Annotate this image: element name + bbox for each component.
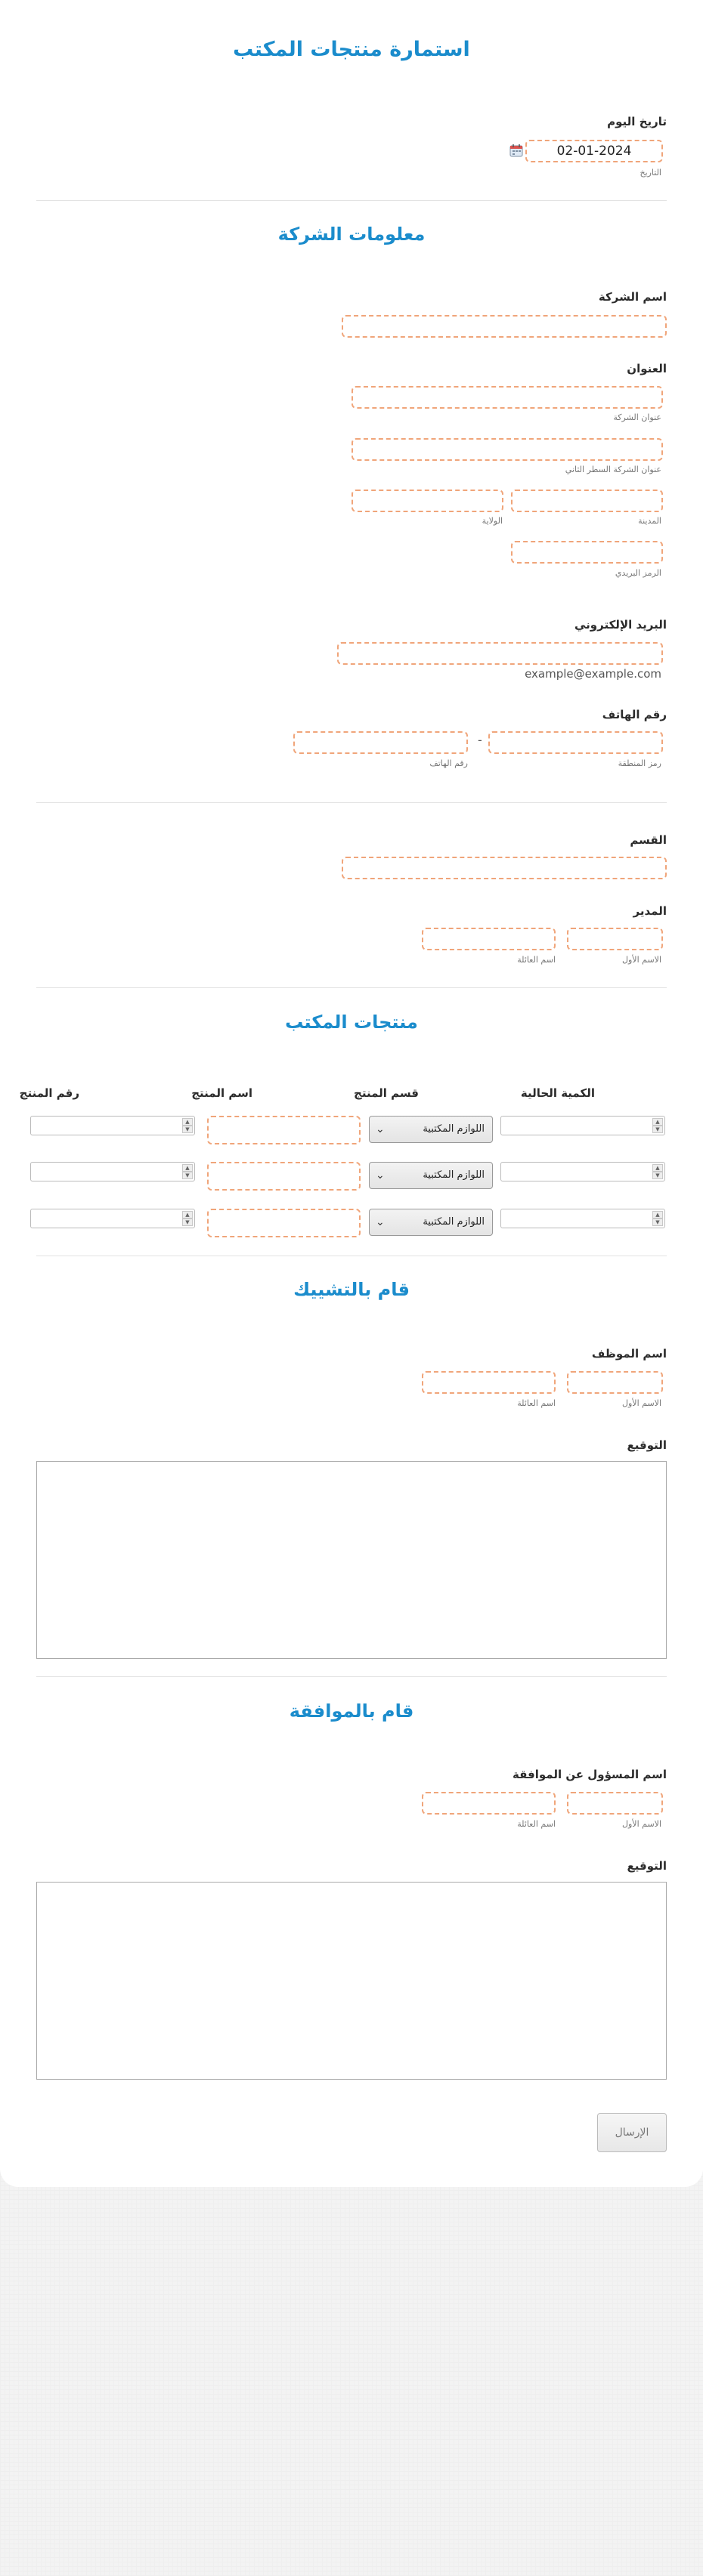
form-title: استمارة منتجات المكتب xyxy=(233,38,470,61)
department-label: القسم xyxy=(630,833,667,847)
current-quantity-input[interactable] xyxy=(500,1116,665,1135)
spinner-arrows-icon[interactable]: ▲ ▼ xyxy=(652,1118,663,1133)
state-input[interactable] xyxy=(352,490,503,512)
product-name-input[interactable] xyxy=(207,1209,361,1237)
address-line2-sublabel: عنوان الشركة السطر الثاني xyxy=(565,465,661,474)
zip-input[interactable] xyxy=(511,541,663,564)
email-label: البريد الإلكتروني xyxy=(574,618,667,632)
product-name-input[interactable] xyxy=(207,1162,361,1191)
manager-label: المدير xyxy=(633,904,667,918)
column-header-product-name: اسم المنتج xyxy=(191,1086,252,1100)
product-name-input[interactable] xyxy=(207,1116,361,1144)
company-name-input[interactable] xyxy=(342,315,667,338)
state-sublabel: الولاية xyxy=(482,516,503,526)
today-date-sublabel: التاريخ xyxy=(640,168,661,178)
approver-last-name-sublabel: اسم العائلة xyxy=(517,1819,556,1829)
spinner-arrows-icon[interactable]: ▲ ▼ xyxy=(182,1211,193,1226)
product-category-value: اللوازم المكتبية xyxy=(423,1169,485,1181)
divider xyxy=(36,1676,667,1677)
area-code-input[interactable] xyxy=(488,731,663,754)
today-date-label: تاريخ اليوم xyxy=(607,115,667,128)
column-header-product-number: رقم المنتج xyxy=(19,1086,79,1100)
product-category-select[interactable] xyxy=(369,1116,493,1143)
employee-last-name-sublabel: اسم العائلة xyxy=(517,1398,556,1408)
checked-signature-label: التوقيع xyxy=(627,1438,667,1452)
phone-separator: - xyxy=(478,733,482,747)
submit-button[interactable]: الإرسال xyxy=(597,2113,667,2152)
approver-first-name-sublabel: الاسم الأول xyxy=(622,1819,661,1829)
approver-first-name-input[interactable] xyxy=(567,1792,663,1815)
city-input[interactable] xyxy=(511,490,663,512)
product-number-input[interactable] xyxy=(30,1116,195,1135)
page-background xyxy=(0,2161,703,2576)
spinner-arrows-icon[interactable]: ▲ ▼ xyxy=(182,1164,193,1179)
approver-name-label: اسم المسؤول عن الموافقة xyxy=(513,1768,667,1781)
zip-sublabel: الرمز البريدي xyxy=(615,568,661,578)
approved-signature-pad[interactable] xyxy=(36,1882,667,2080)
employee-last-name-input[interactable] xyxy=(422,1371,556,1394)
email-input[interactable] xyxy=(337,642,663,665)
checked-by-section-title: قام بالتشييك xyxy=(293,1279,410,1300)
employee-first-name-input[interactable] xyxy=(567,1371,663,1394)
divider xyxy=(36,802,667,803)
employee-name-label: اسم الموظف xyxy=(591,1347,667,1361)
manager-last-name-input[interactable] xyxy=(422,928,556,950)
product-category-value: اللوازم المكتبية xyxy=(423,1123,485,1135)
email-hint: example@example.com xyxy=(525,667,661,681)
address-line1-sublabel: عنوان الشركة xyxy=(613,412,661,422)
chevron-down-icon: ⌄ xyxy=(376,1169,385,1181)
divider xyxy=(36,200,667,201)
department-input[interactable] xyxy=(342,857,667,879)
divider xyxy=(36,987,667,988)
approved-signature-label: التوقيع xyxy=(627,1859,667,1873)
address-label: العنوان xyxy=(627,362,667,375)
address-line2-input[interactable] xyxy=(352,438,663,461)
chevron-down-icon: ⌄ xyxy=(376,1216,385,1228)
chevron-down-icon: ⌄ xyxy=(376,1123,385,1135)
product-category-select[interactable] xyxy=(369,1162,493,1189)
area-code-sublabel: رمز المنطقة xyxy=(618,758,661,768)
approver-last-name-input[interactable] xyxy=(422,1792,556,1815)
address-line1-input[interactable] xyxy=(352,386,663,409)
phone-number-input[interactable] xyxy=(293,731,468,754)
product-number-input[interactable] xyxy=(30,1162,195,1181)
spinner-arrows-icon[interactable]: ▲ ▼ xyxy=(182,1118,193,1133)
product-category-select[interactable] xyxy=(369,1209,493,1236)
phone-label: رقم الهاتف xyxy=(602,708,667,721)
current-quantity-input[interactable] xyxy=(500,1162,665,1181)
checked-signature-pad[interactable] xyxy=(36,1461,667,1659)
approved-by-section-title: قام بالموافقة xyxy=(289,1700,414,1722)
today-date-input[interactable]: 02-01-2024 xyxy=(525,140,663,162)
company-name-label: اسم الشركة xyxy=(598,290,667,304)
phone-number-sublabel: رقم الهاتف xyxy=(429,758,468,768)
current-quantity-input[interactable] xyxy=(500,1209,665,1228)
manager-first-name-input[interactable] xyxy=(567,928,663,950)
calendar-icon[interactable] xyxy=(509,144,523,157)
products-section-title: منتجات المكتب xyxy=(285,1012,418,1033)
spinner-arrows-icon[interactable]: ▲ ▼ xyxy=(652,1164,663,1179)
company-section-title: معلومات الشركة xyxy=(277,224,426,245)
employee-first-name-sublabel: الاسم الأول xyxy=(622,1398,661,1408)
spinner-arrows-icon[interactable]: ▲ ▼ xyxy=(652,1211,663,1226)
product-category-value: اللوازم المكتبية xyxy=(423,1216,485,1228)
city-sublabel: المدينة xyxy=(638,516,661,526)
column-header-product-category: قسم المنتج xyxy=(354,1086,419,1100)
manager-first-name-sublabel: الاسم الأول xyxy=(622,955,661,965)
column-header-current-quantity: الكمية الحالية xyxy=(520,1086,595,1100)
manager-last-name-sublabel: اسم العائلة xyxy=(517,955,556,965)
product-number-input[interactable] xyxy=(30,1209,195,1228)
